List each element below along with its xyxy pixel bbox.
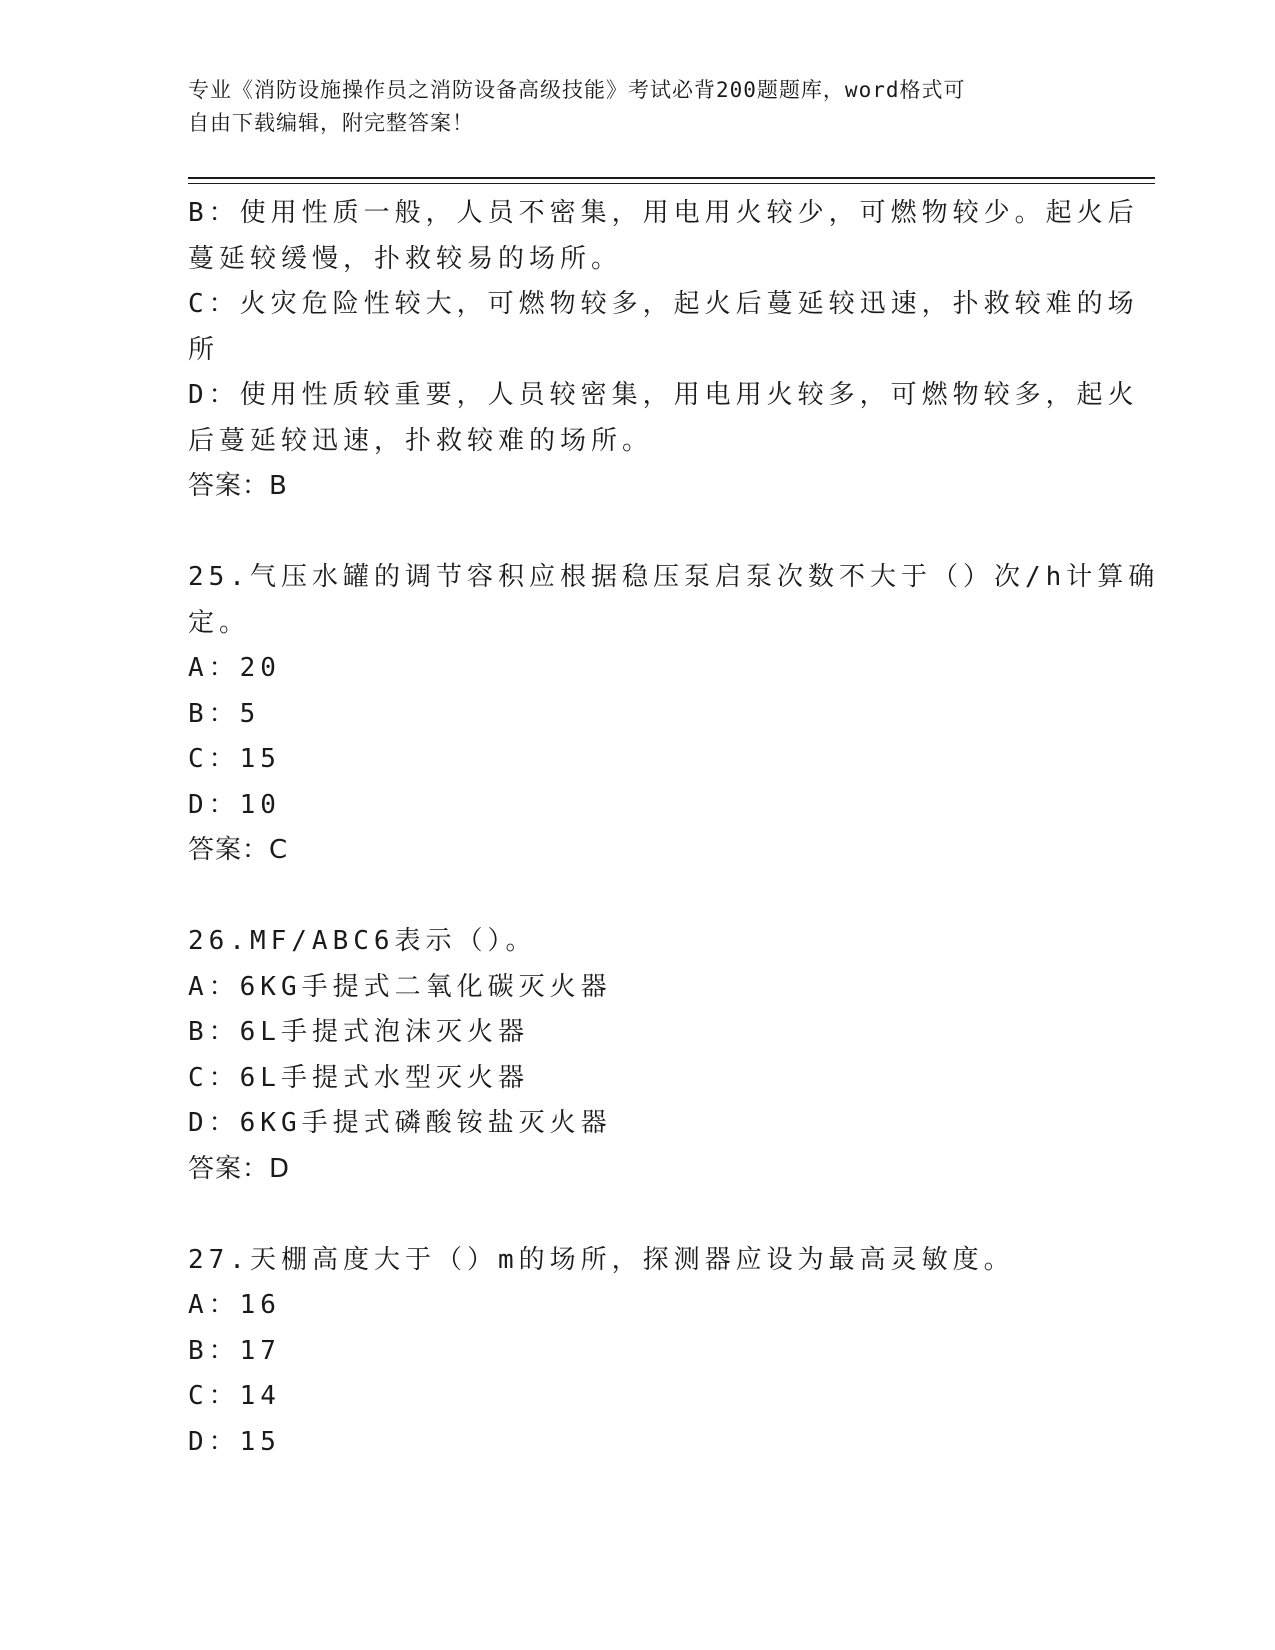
page-header (188, 74, 1068, 140)
question-stem-line-1: 25.气压水罐的调节容积应根据稳压泵启泵次数不大于（）次/h计算确 (188, 562, 1160, 592)
answer-text: 答案：C (188, 835, 289, 865)
answer-text: 答案：B (188, 471, 288, 501)
option-c: C：6L手提式水型灭火器 (188, 1062, 529, 1093)
option-c: C：14 (188, 1381, 281, 1411)
header-divider-thick (188, 177, 1155, 179)
question-24-continued (188, 191, 1139, 510)
question-list (188, 191, 1160, 1465)
option-d-line-1: D：使用性质较重要，人员较密集，用电用火较多，可燃物较多，起火 (188, 380, 1139, 410)
option-b-line-2: 蔓延较缓慢，扑救较易的场所。 (188, 243, 623, 274)
question-25 (188, 555, 1160, 874)
option-b: B：5 (188, 698, 261, 729)
option-b: B：17 (188, 1335, 281, 1366)
option-b-line-1: B：使用性质一般，人员不密集，用电用火较少，可燃物较少。起火后 (188, 198, 1139, 228)
option-a: A：16 (188, 1290, 281, 1320)
option-a: A：20 (188, 653, 281, 683)
spacer (188, 874, 1088, 920)
question-stem: 26.MF/ABC6表示（）。 (188, 926, 537, 956)
option-d-line-2: 后蔓延较迅速，扑救较难的场所。 (188, 425, 654, 456)
option-d: D：10 (188, 789, 281, 820)
header-divider-thin (188, 183, 1155, 184)
option-c-line-1: C：火灾危险性较大，可燃物较多，起火后蔓延较迅速，扑救较难的场 (188, 289, 1139, 319)
option-d: D：15 (188, 1426, 281, 1457)
header-line-2: 自由下载编辑，附完整答案！ (188, 111, 474, 135)
question-stem: 27.天棚高度大于（）m的场所，探测器应设为最高灵敏度。 (188, 1244, 1015, 1275)
spacer (188, 1192, 1088, 1238)
question-26 (188, 919, 1088, 1192)
header-line-1: 专业《消防设施操作员之消防设备高级技能》考试必背200题题库，word格式可 (188, 78, 966, 102)
question-27 (188, 1238, 1088, 1466)
option-b: B：6L手提式泡沫灭火器 (188, 1017, 529, 1047)
option-d: D：6KG手提式磷酸铵盐灭火器 (188, 1108, 612, 1138)
option-a: A：6KG手提式二氧化碳灭火器 (188, 971, 612, 1002)
option-c-line-2: 所 (188, 334, 220, 365)
question-stem-line-2: 定。 (188, 607, 251, 638)
option-c: C：15 (188, 744, 281, 774)
answer-text: 答案：D (188, 1153, 291, 1184)
spacer (188, 510, 1088, 556)
